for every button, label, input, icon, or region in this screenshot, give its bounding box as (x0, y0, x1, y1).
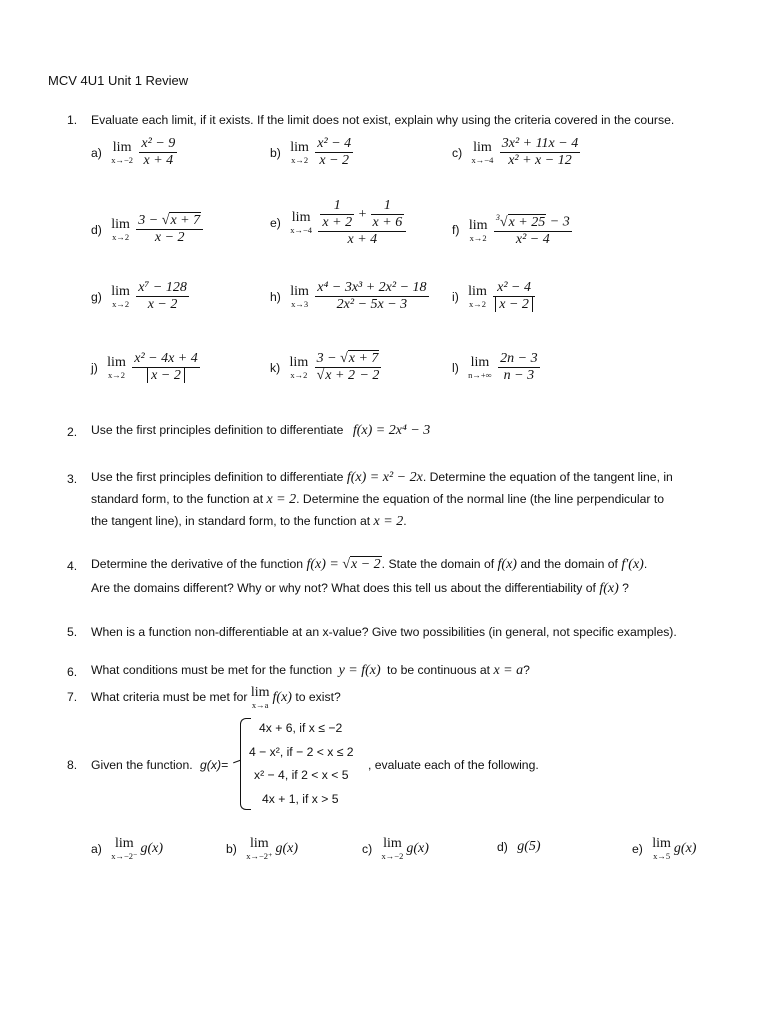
q1-text: Evaluate each limit, if it exists. If the limit does not exist, explain why using the criteria covered in the course. (91, 113, 675, 127)
q1f-limit: f) lim x→2 $\frac{^3√x + 25 - 3}{\text{x² − 4}}$ (452, 213, 570, 247)
q4-line1: Determine the derivative of the function f(x) = √x − 2. State the domain of f(x) and the domain of f′(x). (91, 557, 648, 572)
q1b-limit: b) lim x→2 $\frac{\text{x² − 4}}{x - 2}$ (270, 136, 352, 169)
q1k-limit: k) lim x→2 $\frac{3 - √x + 7}{√x + 2 - 2}$ (270, 351, 380, 384)
q2-function: f(x) = 2x⁴ − 3 (352, 423, 431, 438)
q1e-limit: e) lim x→−4 $\frac{1}{x + 2}$ + $\frac{1}{x + 6}$ x + 4 (270, 198, 406, 248)
q8-number: 8. (67, 758, 78, 772)
q8c-limit: c) lim x→−2 g(x) (362, 836, 429, 861)
q3-line1: Use the first principles definition to differentiate f(x) = x² − 2x. Determine the equation of the tangent line, in (91, 470, 673, 485)
q7-number: 7. (67, 690, 78, 704)
q3-number: 3. (67, 472, 78, 486)
q8a-limit: a) lim x→−2⁻ g(x) (91, 836, 164, 861)
worksheet-title: MCV 4U1 Unit 1 Review (48, 73, 189, 88)
q1l-limit: l) lim n→+∞ $\frac{2n - 3}{n - 3}$ (452, 351, 538, 384)
q8-case-3: x² − 4, if 2 < x < 5 (254, 768, 349, 782)
q8-intro: Given the function. g(x)= (91, 758, 229, 772)
q1g-limit: g) lim x→2 $\frac{\text{x⁷ − 128}}{x - 2}$ (91, 280, 187, 313)
q8-case-2: 4 − x², if − 2 < x ≤ 2 (249, 745, 354, 759)
q5-number: 5. (67, 625, 78, 639)
q8-case-4: 4x + 1, if x > 5 (262, 792, 339, 806)
q3-line3: the tangent line), in standard form, to the function at x = 2. (91, 514, 407, 529)
q8-case-1: 4x + 6, if x ≤ −2 (259, 721, 343, 735)
q1i-limit: i) lim x→2 $\frac{\text{x² − 4}}{x - 2}$ (452, 280, 535, 313)
q8d-value: d) g(5) (497, 839, 541, 854)
q1j-limit: j) lim x→2 $\frac{\text{x² − 4x + 4}}{x - 2}$ (91, 351, 198, 384)
q1d-limit: d) lim x→2 $\frac{3 - √x + 7}{x - 2}$ (91, 213, 203, 246)
q8e-limit: e) lim x→5 g(x) (632, 836, 697, 861)
q1c-limit: c) lim x→−4 $\frac{\text{3x² + 11x − 4}}{\text{x² + x − 12}}$ (452, 136, 579, 169)
q4-number: 4. (67, 559, 78, 573)
q1a-limit: a) lim x→−2 $\frac{\text{x² − 9}}{x + 4}$ (91, 136, 176, 169)
q7-text: What criteria must be met for lim x→a f(x) to exist? (91, 685, 341, 710)
q6-text: What conditions must be met for the function y = f(x) to be continuous at x = a? (91, 663, 530, 678)
q1h-limit: h) lim x→3 $\frac{\text{x⁴ − 3x³ + 2x² − 18}}{\text{2x² − 5x − 3}}$ (270, 280, 427, 313)
q3-line2: standard form, to the function at x = 2. Determine the equation of the normal line (the line perpendicular to (91, 492, 665, 507)
q4-line2: Are the domains different? Why or why not? What does this tell us about the differentiability of f(x) ? (91, 581, 629, 596)
q2-number: 2. (67, 425, 78, 439)
q8-evaluate-text: , evaluate each of the following. (368, 758, 539, 772)
q1-number: 1. (67, 113, 78, 127)
q5-text: When is a function non-differentiable at an x-value? Give two possibilities (in general, not specific examples). (91, 625, 677, 639)
piecewise-brace (240, 718, 251, 810)
q6-number: 6. (67, 665, 78, 679)
q8b-limit: b) lim x→−2⁺ g(x) (226, 836, 299, 861)
q2-text: Use the first principles definition to differentiate f(x) = 2x⁴ − 3 (91, 423, 431, 438)
